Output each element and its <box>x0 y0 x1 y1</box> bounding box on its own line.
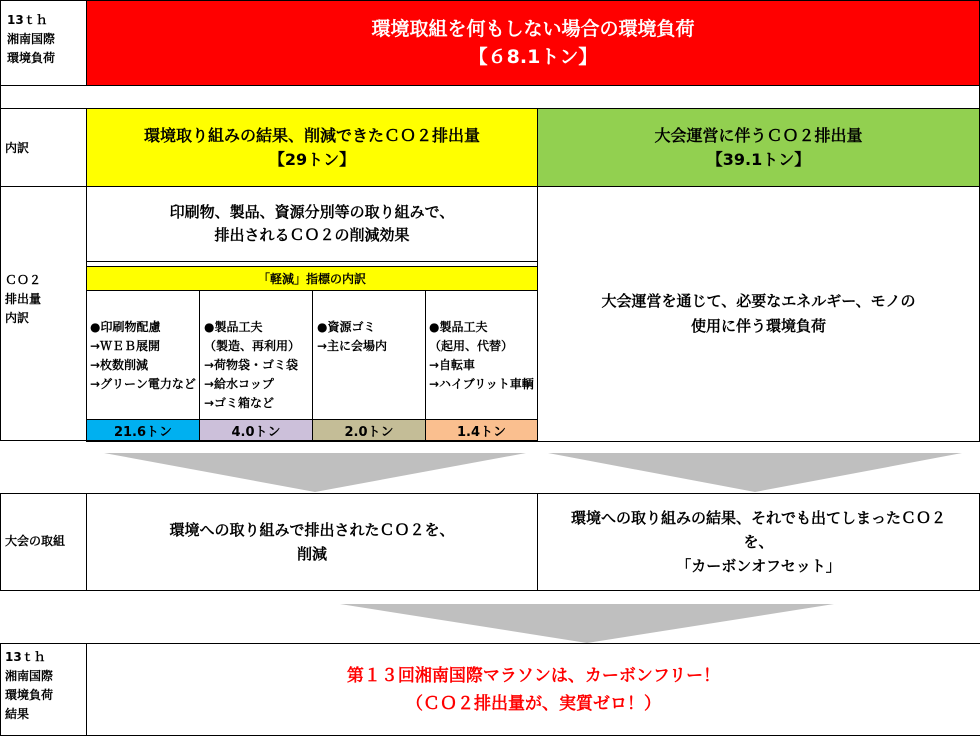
operation-title: 大会運営に伴うＣＯ２排出量 <box>654 125 863 145</box>
result-message-line: （ＣＯ２排出量が、実質ゼロ！） <box>406 693 661 714</box>
operation-detail-line: 使用に伴う環境負荷 <box>690 317 826 335</box>
column-line: →グリーン電力など <box>90 377 196 391</box>
column-line: →ハイブリット車輌 <box>429 377 534 391</box>
header-label-line: 13ｔｈ <box>7 13 48 27</box>
column-line: →荷物袋・ゴミ袋 <box>204 358 299 372</box>
result-label-line: 環境負荷 <box>5 688 54 702</box>
column-value: 4.0トン <box>199 419 313 441</box>
operation-detail-line: 大会運営を通じて、必要なエネルギー、モノの <box>601 292 916 310</box>
column-line: →ＷＥＢ展開 <box>90 339 161 353</box>
result-label-cell <box>0 643 87 736</box>
column-line: （起用、代替） <box>429 339 514 353</box>
effect-line: 印刷物、製品、資源分別等の取り組みで、 <box>169 203 455 221</box>
arrow-down-center <box>340 604 834 643</box>
operation-value: 【39.1トン】 <box>706 149 811 169</box>
reduce-line: 環境への取り組みで排出されたＣＯ２を、 <box>169 521 455 539</box>
header-label-line: 湘南国際 <box>7 32 56 46</box>
header-title: 環境取組を何もしない場合の環境負荷 <box>371 18 695 40</box>
column-line: ●資源ゴミ <box>317 320 376 334</box>
offset-line: を、 <box>743 533 774 551</box>
reduced-value: 【29トン】 <box>268 149 356 169</box>
arrow-down-right <box>548 453 962 492</box>
result-message-line: 第１３回湘南国際マラソンは、カーボンフリー！ <box>346 665 721 686</box>
offset-line: 「カーボンオフセット」 <box>676 557 841 575</box>
header-label-line: 環境負荷 <box>7 51 56 65</box>
result-label-line: 湘南国際 <box>5 669 54 683</box>
reduce-cell <box>86 493 538 591</box>
column-line: →ゴミ箱など <box>204 396 275 410</box>
result-label-line: 13ｔｈ <box>5 650 46 664</box>
column-line: →主に会場内 <box>317 339 388 353</box>
column-value: 2.0トン <box>312 419 426 441</box>
column-line: →枚数削減 <box>90 358 149 372</box>
detail-label-line: 内訳 <box>5 311 30 325</box>
column-line: ●製品工夫 <box>429 320 488 334</box>
column-value: 1.4トン <box>425 419 538 441</box>
effect-line: 排出されるＣＯ２の削減効果 <box>214 226 410 244</box>
arrow-down-left <box>104 453 526 492</box>
actions-label-cell <box>0 493 87 591</box>
result-label-line: 結果 <box>5 707 30 721</box>
detail-label-line: ＣＯ２ <box>5 273 42 287</box>
column-line: ●印刷物配慮 <box>90 320 161 334</box>
column-line: （製造、再利用） <box>204 339 301 353</box>
sub-header: 「軽減」指標の内訳 <box>257 272 366 286</box>
actions-label: 大会の取組 <box>5 534 66 548</box>
column-line: →給水コップ <box>204 377 274 391</box>
column-line: →自転車 <box>429 358 476 372</box>
reduce-line: 削減 <box>296 545 327 563</box>
breakdown-label: 内訳 <box>5 141 30 155</box>
result-message-cell <box>86 643 980 736</box>
offset-cell <box>537 493 980 591</box>
detail-label-line: 排出量 <box>5 292 42 306</box>
reduced-title: 環境取り組みの結果、削減できたＣＯ２排出量 <box>143 125 480 145</box>
offset-line: 環境への取り組みの結果、それでも出てしまったＣＯ２ <box>570 509 946 527</box>
header-value: 【６8.1トン】 <box>468 46 598 68</box>
column-value: 21.6トン <box>86 419 200 441</box>
column-line: ●製品工夫 <box>204 320 263 334</box>
